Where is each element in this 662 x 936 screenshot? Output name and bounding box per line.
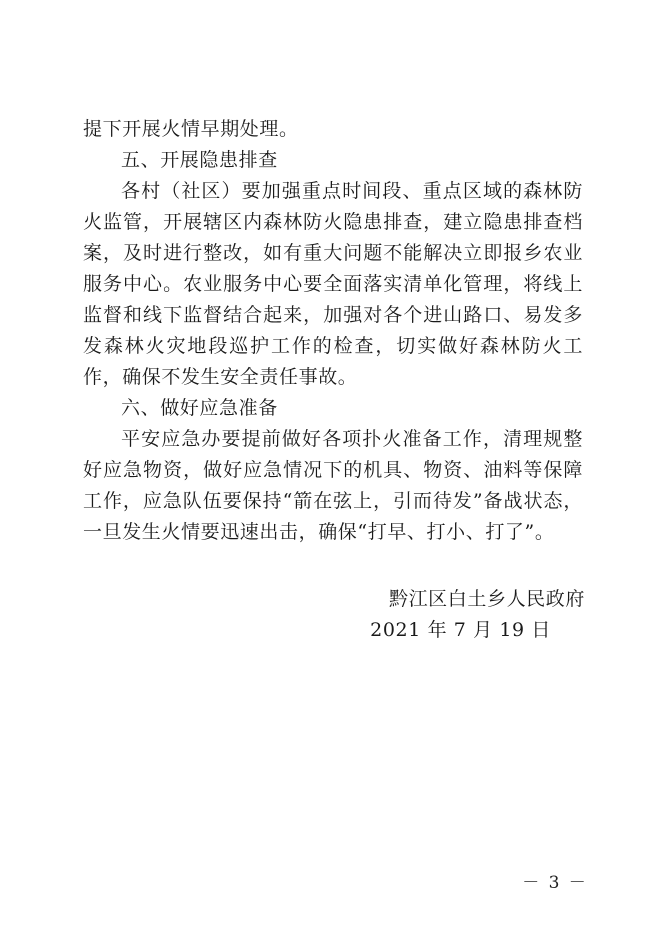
paragraph-hazard-inspection: 各村（社区）要加强重点时间段、重点区域的森林防火监管，开展辖区内森林防火隐患排查，建立隐患排查档案，及时进行整改，如有重大问题不能解决立即报乡农业服务中心。农业服务中心要全面落实清单化管理，将线上监督和线下监督结合起来，加强对各个进山路口、易发多发森林火灾地段巡护工作的检查，切实做好森林防火工作，确保不发生安全责任事故。 bbox=[83, 180, 583, 388]
document-body bbox=[83, 114, 583, 548]
signature-block bbox=[360, 584, 585, 646]
section-heading-5: 五、开展隐患排查 bbox=[121, 149, 278, 171]
paragraph-continuation: 提下开展火情早期处理。 bbox=[83, 118, 299, 140]
paragraph-emergency-preparation: 平安应急办要提前做好各项扑火准备工作，清理规整好应急物资，做好应急情况下的机具、物资、油料等保障工作，应急队伍要保持“箭在弦上，引而待发”备战状态，一旦发生火情要迅速出击，确保“打早、打小、打了”。 bbox=[83, 428, 583, 543]
section-heading-6: 六、做好应急准备 bbox=[121, 397, 278, 419]
page-number: － 3 － bbox=[522, 873, 588, 893]
issue-date: 2021 年 7 月 19 日 bbox=[370, 619, 551, 641]
issuing-organization: 黔江区白土乡人民政府 bbox=[388, 588, 585, 610]
